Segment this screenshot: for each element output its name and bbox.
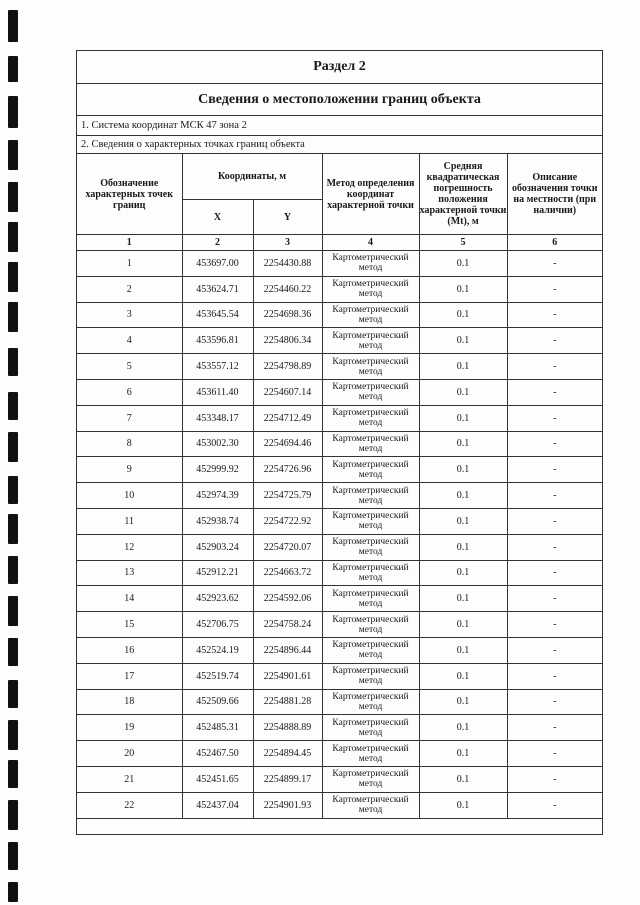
method-cell: Картометрический метод (322, 302, 419, 328)
description-cell: - (507, 534, 602, 560)
point-number: 3 (77, 302, 182, 328)
description-cell: - (507, 637, 602, 663)
column-number: 4 (322, 235, 419, 251)
coord-y: 2254899.17 (253, 766, 322, 792)
coord-x: 453348.17 (182, 405, 253, 431)
column-number: 5 (419, 235, 507, 251)
coord-x: 452437.04 (182, 792, 253, 818)
header-x: X (182, 200, 253, 235)
point-number: 14 (77, 586, 182, 612)
table-row (77, 508, 602, 534)
point-number: 18 (77, 689, 182, 715)
table-row (77, 534, 602, 560)
coord-y: 2254694.46 (253, 431, 322, 457)
table-row (77, 689, 602, 715)
column-number: 6 (507, 235, 602, 251)
point-number: 11 (77, 508, 182, 534)
table-row (77, 612, 602, 638)
coord-y: 2254607.14 (253, 379, 322, 405)
accuracy-cell: 0.1 (419, 276, 507, 302)
coord-y: 2254901.93 (253, 792, 322, 818)
method-cell: Картометрический метод (322, 663, 419, 689)
method-cell: Картометрический метод (322, 637, 419, 663)
coord-y: 2254806.34 (253, 328, 322, 354)
point-number: 13 (77, 560, 182, 586)
description-cell: - (507, 405, 602, 431)
coord-x: 452451.65 (182, 766, 253, 792)
table-row (77, 302, 602, 328)
accuracy-cell: 0.1 (419, 612, 507, 638)
description-cell: - (507, 354, 602, 380)
coord-x: 453002.30 (182, 431, 253, 457)
table-row (77, 379, 602, 405)
method-cell: Картометрический метод (322, 689, 419, 715)
document-subtitle: Сведения о местоположении границ объекта (77, 84, 602, 116)
description-cell: - (507, 612, 602, 638)
point-number: 7 (77, 405, 182, 431)
table-row (77, 637, 602, 663)
table-row (77, 431, 602, 457)
table-row (77, 586, 602, 612)
binding-hole-mark (8, 10, 18, 42)
coord-y: 2254663.72 (253, 560, 322, 586)
coord-x: 452524.19 (182, 637, 253, 663)
method-cell: Картометрический метод (322, 431, 419, 457)
binding-hole-mark (8, 800, 18, 830)
method-cell: Картометрический метод (322, 251, 419, 277)
accuracy-cell: 0.1 (419, 354, 507, 380)
description-cell: - (507, 792, 602, 818)
header-accuracy: Средняя квадратическая погрешность положения характерной точки (Mt), м (419, 154, 507, 235)
method-cell: Картометрический метод (322, 508, 419, 534)
binding-hole-mark (8, 596, 18, 626)
table-row (77, 792, 602, 818)
method-cell: Картометрический метод (322, 741, 419, 767)
binding-hole-mark (8, 392, 18, 420)
coord-y: 2254722.92 (253, 508, 322, 534)
coord-x: 453624.71 (182, 276, 253, 302)
binding-hole-mark (8, 680, 18, 708)
coord-y: 2254592.06 (253, 586, 322, 612)
column-number: 2 (182, 235, 253, 251)
accuracy-cell: 0.1 (419, 302, 507, 328)
document-frame (76, 50, 603, 835)
binding-hole-mark (8, 476, 18, 504)
header-y: Y (253, 200, 322, 235)
point-number: 5 (77, 354, 182, 380)
point-number: 1 (77, 251, 182, 277)
binding-hole-mark (8, 182, 18, 212)
coord-x: 453611.40 (182, 379, 253, 405)
binding-hole-mark (8, 262, 18, 292)
binding-hole-mark (8, 222, 18, 252)
table-row (77, 354, 602, 380)
binding-hole-mark (8, 760, 18, 788)
header-coordinates: Координаты, м (182, 154, 322, 200)
description-cell: - (507, 457, 602, 483)
point-number: 12 (77, 534, 182, 560)
binding-hole-mark (8, 432, 18, 462)
point-number: 20 (77, 741, 182, 767)
method-cell: Картометрический метод (322, 405, 419, 431)
coord-x: 452974.39 (182, 483, 253, 509)
coord-y: 2254888.89 (253, 715, 322, 741)
accuracy-cell: 0.1 (419, 560, 507, 586)
coord-y: 2254720.07 (253, 534, 322, 560)
coord-x: 452938.74 (182, 508, 253, 534)
boundary-points-table (77, 154, 602, 819)
binding-hole-mark (8, 882, 18, 902)
table-row (77, 328, 602, 354)
accuracy-cell: 0.1 (419, 637, 507, 663)
binding-hole-mark (8, 302, 18, 332)
description-cell: - (507, 328, 602, 354)
point-number: 19 (77, 715, 182, 741)
header-designation: Обозначение характерных точек границ (77, 154, 182, 235)
method-cell: Картометрический метод (322, 328, 419, 354)
accuracy-cell: 0.1 (419, 508, 507, 534)
binding-hole-mark (8, 56, 18, 82)
coord-x: 453645.54 (182, 302, 253, 328)
accuracy-cell: 0.1 (419, 586, 507, 612)
column-number: 1 (77, 235, 182, 251)
table-row (77, 405, 602, 431)
coord-x: 452467.50 (182, 741, 253, 767)
description-cell: - (507, 715, 602, 741)
coord-x: 452519.74 (182, 663, 253, 689)
column-number-row (77, 235, 602, 251)
coord-x: 452509.66 (182, 689, 253, 715)
coord-x: 452903.24 (182, 534, 253, 560)
coord-y: 2254430.88 (253, 251, 322, 277)
coord-x: 452912.21 (182, 560, 253, 586)
method-cell: Картометрический метод (322, 276, 419, 302)
coordinate-system-line: 1. Система координат МСК 47 зона 2 (77, 116, 602, 136)
point-number: 17 (77, 663, 182, 689)
description-cell: - (507, 483, 602, 509)
point-number: 16 (77, 637, 182, 663)
table-row (77, 663, 602, 689)
coord-x: 453596.81 (182, 328, 253, 354)
accuracy-cell: 0.1 (419, 379, 507, 405)
table-row (77, 457, 602, 483)
method-cell: Картометрический метод (322, 586, 419, 612)
description-cell: - (507, 251, 602, 277)
table-row (77, 560, 602, 586)
coord-y: 2254698.36 (253, 302, 322, 328)
table-row (77, 715, 602, 741)
accuracy-cell: 0.1 (419, 534, 507, 560)
coord-y: 2254896.44 (253, 637, 322, 663)
binding-hole-mark (8, 140, 18, 170)
point-number: 4 (77, 328, 182, 354)
method-cell: Картометрический метод (322, 457, 419, 483)
accuracy-cell: 0.1 (419, 689, 507, 715)
point-number: 9 (77, 457, 182, 483)
table-row (77, 483, 602, 509)
table-row (77, 766, 602, 792)
accuracy-cell: 0.1 (419, 715, 507, 741)
description-cell: - (507, 508, 602, 534)
table-row (77, 276, 602, 302)
coord-x: 453557.12 (182, 354, 253, 380)
binding-hole-mark (8, 348, 18, 376)
description-cell: - (507, 741, 602, 767)
points-section-line: 2. Сведения о характерных точках границ объекта (77, 136, 602, 154)
section-title: Раздел 2 (77, 51, 602, 84)
point-number: 8 (77, 431, 182, 457)
method-cell: Картометрический метод (322, 534, 419, 560)
accuracy-cell: 0.1 (419, 663, 507, 689)
accuracy-cell: 0.1 (419, 741, 507, 767)
description-cell: - (507, 586, 602, 612)
table-row (77, 251, 602, 277)
method-cell: Картометрический метод (322, 379, 419, 405)
point-number: 21 (77, 766, 182, 792)
coord-x: 452923.62 (182, 586, 253, 612)
method-cell: Картометрический метод (322, 354, 419, 380)
binding-hole-mark (8, 96, 18, 128)
point-number: 15 (77, 612, 182, 638)
coord-y: 2254460.22 (253, 276, 322, 302)
point-number: 6 (77, 379, 182, 405)
description-cell: - (507, 302, 602, 328)
coord-x: 452999.92 (182, 457, 253, 483)
method-cell: Картометрический метод (322, 483, 419, 509)
binding-hole-mark (8, 514, 18, 544)
description-cell: - (507, 276, 602, 302)
method-cell: Картометрический метод (322, 560, 419, 586)
coord-y: 2254881.28 (253, 689, 322, 715)
coord-y: 2254725.79 (253, 483, 322, 509)
method-cell: Картометрический метод (322, 715, 419, 741)
coord-x: 452706.75 (182, 612, 253, 638)
description-cell: - (507, 560, 602, 586)
description-cell: - (507, 689, 602, 715)
point-number: 22 (77, 792, 182, 818)
coord-y: 2254712.49 (253, 405, 322, 431)
accuracy-cell: 0.1 (419, 328, 507, 354)
column-number: 3 (253, 235, 322, 251)
method-cell: Картометрический метод (322, 766, 419, 792)
binding-hole-mark (8, 556, 18, 584)
accuracy-cell: 0.1 (419, 457, 507, 483)
coord-x: 452485.31 (182, 715, 253, 741)
accuracy-cell: 0.1 (419, 251, 507, 277)
binding-hole-mark (8, 842, 18, 870)
method-cell: Картометрический метод (322, 792, 419, 818)
header-method: Метод определения координат характерной точки (322, 154, 419, 235)
method-cell: Картометрический метод (322, 612, 419, 638)
accuracy-cell: 0.1 (419, 766, 507, 792)
table-row (77, 741, 602, 767)
description-cell: - (507, 379, 602, 405)
description-cell: - (507, 431, 602, 457)
accuracy-cell: 0.1 (419, 431, 507, 457)
coord-y: 2254901.61 (253, 663, 322, 689)
coord-y: 2254798.89 (253, 354, 322, 380)
header-description: Описание обозначения точки на местности (при наличии) (507, 154, 602, 235)
point-number: 2 (77, 276, 182, 302)
description-cell: - (507, 766, 602, 792)
binding-hole-mark (8, 720, 18, 750)
point-number: 10 (77, 483, 182, 509)
coord-y: 2254758.24 (253, 612, 322, 638)
accuracy-cell: 0.1 (419, 483, 507, 509)
coord-y: 2254726.96 (253, 457, 322, 483)
coord-x: 453697.00 (182, 251, 253, 277)
accuracy-cell: 0.1 (419, 792, 507, 818)
coord-y: 2254894.45 (253, 741, 322, 767)
accuracy-cell: 0.1 (419, 405, 507, 431)
description-cell: - (507, 663, 602, 689)
binding-hole-mark (8, 638, 18, 666)
